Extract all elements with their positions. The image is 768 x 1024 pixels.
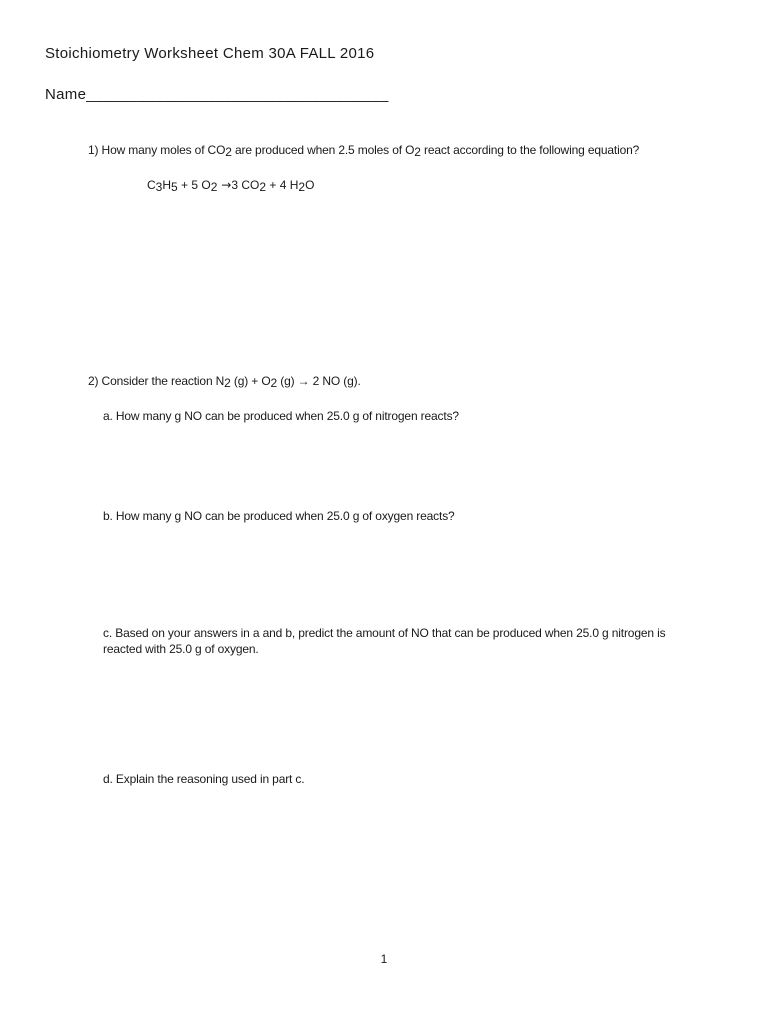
eq-h-sub: 5 [171, 180, 178, 194]
eq-o2-sub: 2 [210, 180, 218, 194]
question-2-text-c: (g) → 2 NO (g). [277, 374, 361, 388]
name-line: Name___________________________________ [45, 86, 389, 103]
question-2c: c. Based on your answers in a and b, predict the amount of NO that can be produced when 25.0 g nitrogen is reacted with 25.0 g of oxygen. [103, 626, 666, 656]
question-2 [88, 374, 361, 388]
question-2-sub-b: 2 [270, 376, 278, 390]
question-1-sub-a: 2 [225, 145, 232, 159]
eq-arrow: → [217, 178, 232, 192]
question-1-sub-b: 2 [414, 145, 421, 159]
eq-plus-h2o: + 4 H [266, 178, 299, 192]
eq-co2-sub: 2 [259, 180, 267, 194]
question-1-text-c: react according to the following equation? [420, 143, 640, 157]
question-1 [88, 143, 639, 157]
question-2b: b. How many g NO can be produced when 25.0 g of oxygen reacts? [103, 509, 455, 523]
eq-c-sub: 3 [155, 180, 163, 194]
question-2a: a. How many g NO can be produced when 25.0 g of nitrogen reacts? [103, 409, 459, 423]
eq-h: H [162, 178, 172, 192]
question-2-sub-a: 2 [224, 376, 231, 390]
eq-plus-o2: + 5 O [177, 178, 211, 192]
question-2-text-a: 2) Consider the reaction N [88, 374, 225, 388]
chemical-equation [147, 178, 314, 192]
question-2d: d. Explain the reasoning used in part c. [103, 772, 305, 786]
question-1-text-a: 1) How many moles of CO [88, 143, 226, 157]
eq-h2o-sub: 2 [298, 180, 306, 194]
eq-o: O [305, 178, 315, 192]
page-number: 1 [380, 952, 388, 966]
question-1-text-b: are produced when 2.5 moles of O [231, 143, 415, 157]
worksheet-title: Stoichiometry Worksheet Chem 30A FALL 2016 [45, 45, 375, 62]
eq-c: C [147, 178, 156, 192]
eq-co2: 3 CO [231, 178, 260, 192]
question-2-text-b: (g) + O [230, 374, 271, 388]
